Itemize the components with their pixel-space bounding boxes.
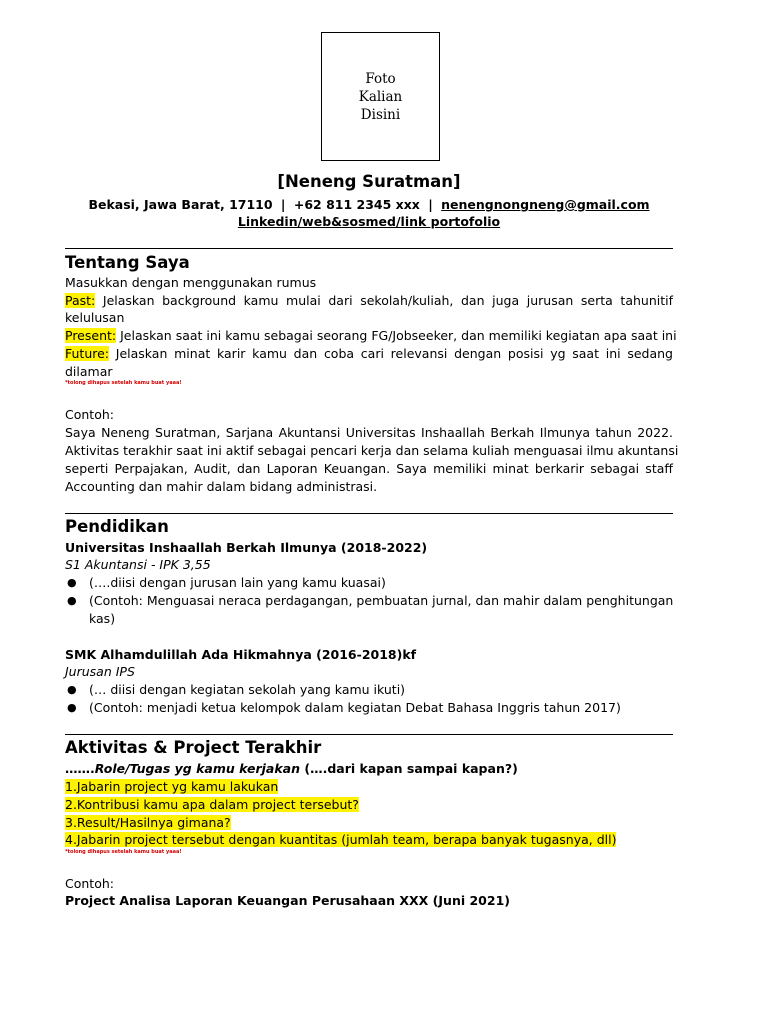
school-name: Universitas Inshaallah Berkah Ilmunya (2018-2022) bbox=[65, 540, 428, 555]
delete-note: *tolong dihapus setelah kamu buat yaaa! bbox=[65, 380, 182, 386]
section-title-about: Tentang Saya bbox=[65, 253, 190, 272]
role-period: (….dari kapan sampai kapan?) bbox=[300, 761, 518, 776]
section-divider bbox=[65, 734, 673, 735]
list-item-text: kas) bbox=[89, 611, 116, 626]
portfolio-link[interactable]: Linkedin/web&sosmed/link portofolio bbox=[237, 214, 501, 229]
section-divider bbox=[65, 248, 673, 249]
role-line bbox=[65, 760, 673, 777]
photo-placeholder bbox=[321, 32, 440, 161]
section-title-activities: Aktivitas & Project Terakhir bbox=[65, 738, 322, 757]
activity-item bbox=[65, 814, 673, 831]
about-future-line1 bbox=[65, 345, 673, 362]
contact-info bbox=[65, 196, 673, 230]
activities-example-label: Contoh: bbox=[65, 876, 114, 891]
school-degree: S1 Akuntansi - IPK 3,55 bbox=[65, 557, 211, 572]
list-item-text: (Contoh: menjadi ketua kelompok dalam kegiatan Debat Bahasa Inggris tahun 2017) bbox=[89, 700, 621, 715]
school-degree: Jurusan IPS bbox=[65, 664, 135, 679]
school-name: SMK Alhamdulillah Ada Hikmahnya (2016-2018)kf bbox=[65, 647, 417, 662]
bullet-icon: ● bbox=[67, 576, 77, 589]
bullet-icon: ● bbox=[67, 701, 77, 714]
separator: | bbox=[280, 197, 286, 212]
list-item-text: (Contoh: Menguasai neraca perdagangan, pembuatan jurnal, dan mahir dalam penghitungan bbox=[89, 593, 674, 608]
role-dots: ……. bbox=[65, 761, 95, 776]
photo-label-line1: Foto bbox=[365, 70, 396, 87]
candidate-name: [Neneng Suratman] bbox=[277, 172, 461, 191]
about-example-label: Contoh: bbox=[65, 407, 114, 422]
about-example-line: Aktivitas terakhir saat ini aktif sebagai pencari kerja dan selama kuliah menguasai ilmu akuntansi bbox=[65, 443, 679, 458]
about-intro: Masukkan dengan menggunakan rumus bbox=[65, 275, 317, 290]
contact-line bbox=[65, 196, 673, 213]
list-item-text: (… diisi dengan kegiatan sekolah yang kamu ikuti) bbox=[89, 682, 406, 697]
about-past-line2: kelulusan bbox=[65, 310, 125, 325]
past-label: Past: bbox=[65, 293, 96, 308]
bullet-icon: ● bbox=[67, 594, 77, 607]
bullet-icon: ● bbox=[67, 683, 77, 696]
activity-item-text: 2.Kontribusi kamu apa dalam project tersebut? bbox=[65, 797, 359, 812]
phone: +62 811 2345 xxx bbox=[293, 197, 420, 212]
example-project: Project Analisa Laporan Keuangan Perusahaan XXX (Juni 2021) bbox=[65, 893, 510, 908]
activity-item-text: 4.Jabarin project tersebut dengan kuantitas (jumlah team, berapa banyak tugasnya, dll) bbox=[65, 832, 617, 847]
address: Bekasi, Jawa Barat, 17110 bbox=[88, 197, 273, 212]
list-item-text: (….diisi dengan jurusan lain yang kamu kuasai) bbox=[89, 575, 386, 590]
about-example-line: Saya Neneng Suratman, Sarjana Akuntansi Universitas Inshaallah Berkah Ilmunya tahun 2022. bbox=[65, 425, 673, 440]
activity-item bbox=[65, 778, 673, 795]
past-text: Jelaskan background kamu mulai dari sekolah/kuliah, dan juga jurusan serta tahunitif bbox=[95, 293, 673, 308]
separator: | bbox=[428, 197, 433, 212]
email-link[interactable]: nenengnongneng@gmail.com bbox=[441, 197, 650, 212]
section-divider bbox=[65, 513, 673, 514]
about-example-line: seperti Perpajakan, Audit, dan Laporan Keuangan. Saya memiliki minat berkarir sebagai staff bbox=[65, 461, 673, 476]
photo-label-line3: Disini bbox=[360, 106, 401, 123]
about-example-line: Accounting dan mahir dalam bidang administrasi. bbox=[65, 479, 378, 494]
activity-item-text: 3.Result/Hasilnya gimana? bbox=[65, 815, 231, 830]
activity-item bbox=[65, 796, 673, 813]
future-label: Future: bbox=[65, 346, 110, 361]
section-title-education: Pendidikan bbox=[65, 517, 169, 536]
about-past-line1 bbox=[65, 292, 673, 309]
about-present bbox=[65, 327, 677, 344]
photo-label-line2: Kalian bbox=[358, 88, 403, 105]
about-future-line2: dilamar bbox=[65, 364, 113, 379]
present-text: Jelaskan saat ini kamu sebagai seorang FG/Jobseeker, dan memiliki kegiatan apa saat ini bbox=[116, 328, 677, 343]
future-text: Jelaskan minat karir kamu dan coba cari relevansi dengan posisi yg saat ini sedang bbox=[109, 346, 673, 361]
activity-item-text: 1.Jabarin project yg kamu lakukan bbox=[65, 779, 279, 794]
delete-note: *tolong dihapus setelah kamu buat yaaa! bbox=[65, 849, 182, 855]
present-label: Present: bbox=[65, 328, 117, 343]
role-text: Role/Tugas yg kamu kerjakan bbox=[94, 761, 301, 776]
activity-item bbox=[65, 831, 673, 848]
